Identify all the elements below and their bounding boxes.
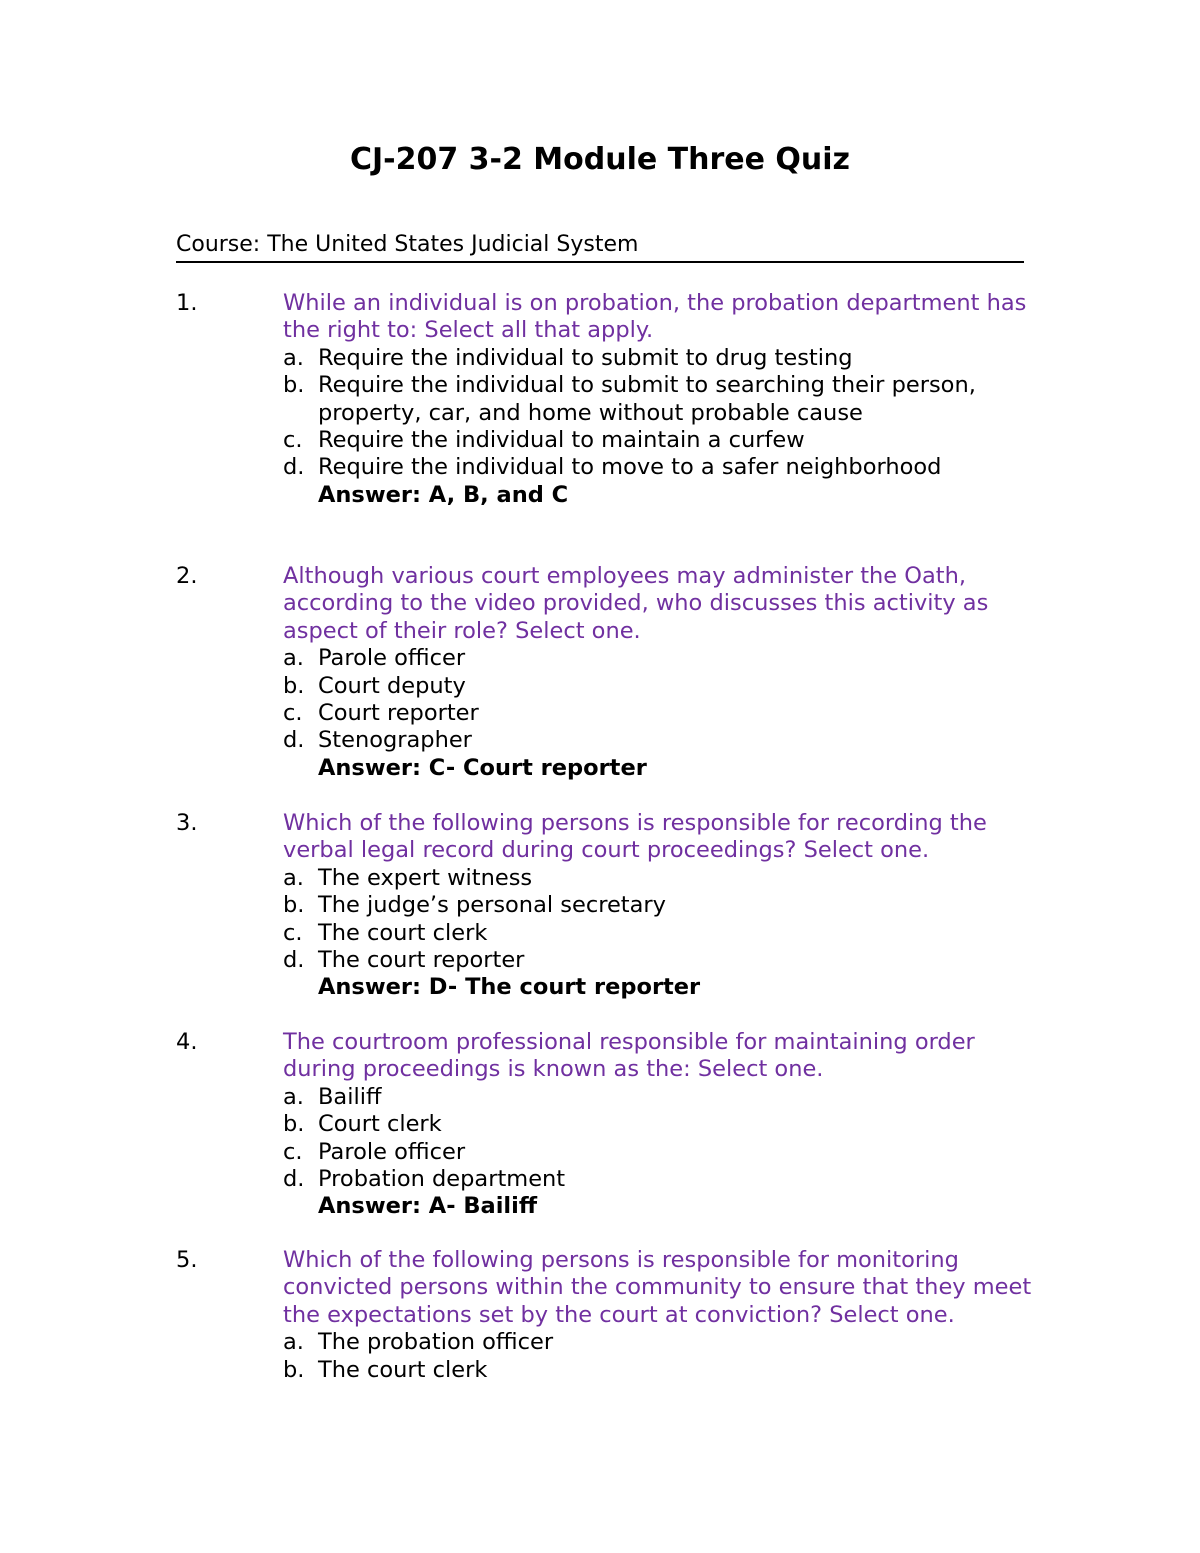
option-letter: d. xyxy=(283,1166,305,1193)
option-list xyxy=(283,865,1036,975)
option-b xyxy=(283,892,1036,919)
option-letter: b. xyxy=(283,372,305,399)
option-letter: d. xyxy=(283,947,305,974)
option-text: The judge’s personal secretary xyxy=(318,892,666,919)
option-a xyxy=(283,645,1036,672)
question-number: 5. xyxy=(176,1247,198,1273)
option-text: Require the individual to submit to drug testing xyxy=(318,344,853,371)
option-letter: a. xyxy=(283,1329,304,1356)
option-letter: b. xyxy=(283,892,305,919)
option-a xyxy=(283,345,1036,372)
answer-line: Answer: A, B, and C xyxy=(318,481,569,508)
option-c xyxy=(283,427,1036,454)
option-text: Parole officer xyxy=(318,645,466,672)
question-number: 4. xyxy=(176,1029,198,1055)
option-d xyxy=(283,454,1036,481)
option-text: Require the individual to maintain a curfew xyxy=(318,427,805,454)
option-b xyxy=(283,372,1036,427)
option-text: Probation department xyxy=(318,1166,566,1193)
question-1 xyxy=(176,290,1036,509)
question-number: 2. xyxy=(176,563,198,589)
question-text: Although various court employees may administer the Oath, according to the video provided, who discusses this activity as aspect of their role? Select one. xyxy=(283,563,989,644)
option-text: The court reporter xyxy=(318,947,525,974)
question-text: While an individual is on probation, the probation department has the right to: Select all that apply. xyxy=(283,290,1027,344)
option-list xyxy=(283,345,1036,482)
option-letter: c. xyxy=(283,1138,303,1165)
option-b xyxy=(283,1111,1036,1138)
option-d xyxy=(283,727,1036,754)
option-a xyxy=(283,1329,1036,1356)
answer-line: Answer: C- Court reporter xyxy=(318,754,647,781)
option-c xyxy=(283,700,1036,727)
question-2 xyxy=(176,563,1036,782)
option-text: Court deputy xyxy=(318,672,466,699)
option-a xyxy=(283,1084,1036,1111)
option-letter: a. xyxy=(283,864,304,891)
question-5 xyxy=(176,1247,1036,1384)
option-text: Bailiff xyxy=(318,1083,382,1110)
option-b xyxy=(283,1357,1036,1384)
option-letter: a. xyxy=(283,344,304,371)
option-letter: b. xyxy=(283,672,305,699)
option-list xyxy=(283,1329,1036,1384)
option-text: The court clerk xyxy=(318,1356,488,1383)
answer-line: Answer: D- The court reporter xyxy=(318,974,701,1001)
option-text: Stenographer xyxy=(318,727,472,754)
question-4 xyxy=(176,1029,1036,1221)
answer-line: Answer: A- Bailiff xyxy=(318,1193,538,1220)
option-letter: b. xyxy=(283,1356,305,1383)
option-d xyxy=(283,947,1036,974)
option-letter: b. xyxy=(283,1111,305,1138)
option-d xyxy=(283,1166,1036,1193)
option-letter: c. xyxy=(283,919,303,946)
option-list xyxy=(283,1084,1036,1194)
option-a xyxy=(283,865,1036,892)
document-title: CJ-207 3-2 Module Three Quiz xyxy=(349,142,851,177)
option-letter: c. xyxy=(283,700,303,727)
question-text: Which of the following persons is responsible for monitoring convicted persons within the community to ensure that they meet the expectations set by the court at conviction? Select one. xyxy=(283,1247,1032,1328)
question-text: The courtroom professional responsible for maintaining order during proceedings is known as the: Select one. xyxy=(283,1029,975,1083)
option-letter: d. xyxy=(283,454,305,481)
course-line: Course: The United States Judicial System xyxy=(176,230,1024,263)
question-number: 1. xyxy=(176,290,198,316)
option-text: Require the individual to submit to searching their person, property, car, and home without probable cause xyxy=(318,372,976,426)
option-text: The court clerk xyxy=(318,919,488,946)
option-text: Parole officer xyxy=(318,1138,466,1165)
option-list xyxy=(283,645,1036,755)
option-c xyxy=(283,1139,1036,1166)
option-b xyxy=(283,673,1036,700)
question-3 xyxy=(176,810,1036,1002)
question-text: Which of the following persons is responsible for recording the verbal legal record during court proceedings? Select one. xyxy=(283,810,987,864)
option-c xyxy=(283,920,1036,947)
option-text: Court reporter xyxy=(318,700,479,727)
option-text: The expert witness xyxy=(318,864,533,891)
option-text: Court clerk xyxy=(318,1111,442,1138)
option-text: Require the individual to move to a safer neighborhood xyxy=(318,454,942,481)
option-letter: a. xyxy=(283,1083,304,1110)
option-letter: d. xyxy=(283,727,305,754)
option-letter: c. xyxy=(283,427,303,454)
question-number: 3. xyxy=(176,810,198,836)
option-letter: a. xyxy=(283,645,304,672)
option-text: The probation officer xyxy=(318,1329,554,1356)
